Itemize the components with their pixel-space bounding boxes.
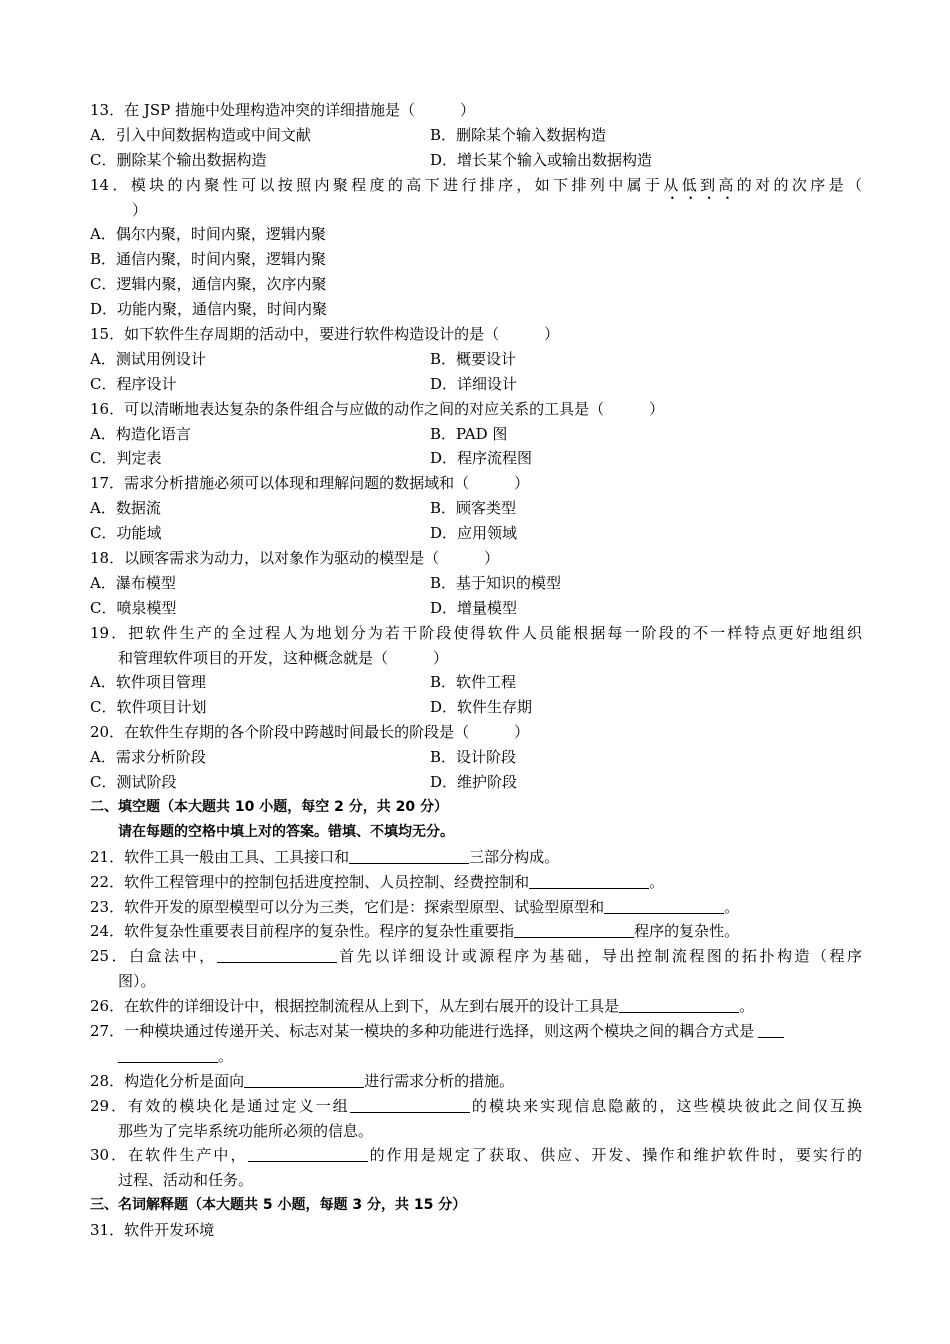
q14-stem-post: 的对的次序是（	[736, 175, 862, 194]
q26-text-post: 。	[739, 997, 755, 1016]
q19-option-a: A．软件项目管理	[90, 673, 206, 692]
q29-answer-blank	[350, 1096, 470, 1113]
q13-option-d: D．增长某个输入或输出数据构造	[430, 150, 653, 169]
question-30	[90, 1143, 862, 1168]
q14-option-c: C．逻辑内聚，通信内聚，次序内聚	[90, 275, 327, 294]
question-19-stem: 19．把软件生产的全过程人为地划分为若干阶段使得软件人员能根据每一阶段的不一样特点更好地组织	[90, 623, 862, 642]
q14-stem-pre: 14．模块的内聚性可以按照内聚程度的高下进行排序，如下排列中属于	[90, 175, 664, 194]
question-20-options-row1	[90, 745, 862, 770]
question-14-stem-continued: ）	[132, 200, 148, 219]
q30-text-post: 的作用是规定了获取、供应、开发、操作和维护软件时，要实行的	[367, 1146, 862, 1165]
q28-answer-blank	[244, 1071, 364, 1088]
question-29-continued: 那些为了完毕系统功能所必须的信息。	[118, 1121, 374, 1140]
question-17-stem: 17．需求分析措施必须可以体现和理解问题的数据域和（ ）	[90, 474, 530, 493]
question-18-stem: 18．以顾客需求为动力，以对象作为驱动的模型是（ ）	[90, 549, 500, 568]
question-18-options-row1	[90, 571, 862, 596]
question-20-stem: 20．在软件生存期的各个阶段中跨越时间最长的阶段是（ ）	[90, 723, 530, 742]
q23-text-pre: 23．软件开发的原型模型可以分为三类，它们是：探索型原型、试验型原型和	[90, 897, 605, 916]
q25-text-pre: 25．白盒法中，	[90, 947, 217, 966]
q13-option-a: A．引入中间数据构造或中间文献	[90, 125, 311, 144]
q27-text-pre: 27．一种模块通过传递开关、标志对某一模块的多种功能进行选择，则这两个模块之间的耦合方式是	[90, 1021, 755, 1040]
q13-option-c: C．删除某个输出数据构造	[90, 150, 267, 169]
section-2-title: 二、填空题（本大题共 10 小题，每空 2 分，共 20 分）	[90, 798, 448, 815]
question-15-stem: 15．如下软件生存周期的活动中，要进行软件构造设计的是（ ）	[90, 325, 560, 344]
q20-option-b: B．设计阶段	[430, 748, 517, 767]
question-27	[90, 1019, 862, 1044]
question-28	[90, 1069, 862, 1094]
question-30-continued: 过程、活动和任务。	[118, 1171, 254, 1190]
q21-text-post: 三部分构成。	[469, 847, 560, 866]
q16-option-c: C．判定表	[90, 449, 162, 468]
q19-option-b: B．软件工程	[430, 673, 517, 692]
q14-option-b: B．通信内聚，时间内聚，逻辑内聚	[90, 250, 327, 269]
question-25-continued: 图）。	[118, 972, 156, 991]
question-15-options-row1	[90, 347, 862, 372]
q28-text-post: 进行需求分析的措施。	[364, 1071, 515, 1090]
q26-text-pre: 26．在软件的详细设计中，根据控制流程从上到下，从左到右展开的设计工具是	[90, 997, 620, 1016]
question-16-options-row2	[90, 446, 862, 471]
q17-option-b: B．顾客类型	[430, 499, 517, 518]
q24-text-post: 程序的复杂性。	[634, 922, 740, 941]
question-27-continued	[90, 1044, 862, 1069]
question-19-options-row2	[90, 695, 862, 720]
question-22	[90, 870, 862, 895]
question-15-options-row2	[90, 372, 862, 397]
q16-option-b: B．PAD 图	[430, 424, 508, 443]
question-25	[90, 944, 862, 969]
q24-text-pre: 24．软件复杂性重要表目前程序的复杂性。程序的复杂性重要指	[90, 922, 515, 941]
q30-text-pre: 30．在软件生产中，	[90, 1146, 248, 1165]
question-26	[90, 994, 862, 1019]
q19-option-d: D．软件生存期	[430, 698, 533, 717]
q27-answer-blank-start	[758, 1021, 784, 1038]
q27-answer-blank-end	[118, 1046, 218, 1063]
q13-option-b: B．删除某个输入数据构造	[430, 125, 607, 144]
q19-option-c: C．软件项目计划	[90, 698, 207, 717]
question-16-options-row1	[90, 422, 862, 447]
q30-answer-blank	[248, 1145, 368, 1162]
question-14-stem	[90, 173, 862, 198]
q15-option-d: D．详细设计	[430, 374, 518, 393]
q18-option-b: B．基于知识的模型	[430, 573, 562, 592]
question-29	[90, 1094, 862, 1119]
section-3-title: 三、名词解释题（本大题共 5 小题，每题 3 分，共 15 分）	[90, 1197, 467, 1214]
q25-answer-blank	[217, 946, 337, 963]
q21-answer-blank	[349, 847, 469, 864]
q21-text-pre: 21．软件工具一般由工具、工具接口和	[90, 847, 350, 866]
q16-option-d: D．程序流程图	[430, 449, 533, 468]
question-24	[90, 919, 862, 944]
q27-text-post: 。	[218, 1046, 234, 1065]
q22-text-pre: 22．软件工程管理中的控制包括进度控制、人员控制、经费控制和	[90, 872, 530, 891]
question-19-stem-continued: 和管理软件项目的开发，这种概念就是（ ）	[118, 648, 449, 667]
question-18-options-row2	[90, 596, 862, 621]
q15-option-c: C．程序设计	[90, 374, 177, 393]
q29-text-pre: 29．有效的模块化是通过定义一组	[90, 1096, 350, 1115]
q25-text-post: 首先以详细设计或源程序为基础，导出控制流程图的拓扑构造（程序	[336, 947, 862, 966]
question-17-options-row1	[90, 496, 862, 521]
question-31: 31．软件开发环境	[90, 1221, 215, 1240]
q22-text-post: 。	[649, 872, 665, 891]
question-20-options-row2	[90, 770, 862, 795]
q24-answer-blank	[514, 921, 634, 938]
q15-option-b: B．概要设计	[430, 349, 517, 368]
q20-option-d: D．维护阶段	[430, 773, 518, 792]
q22-answer-blank	[529, 872, 649, 889]
question-19-options-row1	[90, 670, 862, 695]
q23-text-post: 。	[724, 897, 740, 916]
q14-stem-emphasis: 从低到高	[663, 175, 737, 194]
question-17-options-row2	[90, 521, 862, 546]
q29-text-post: 的模块来实现信息隐蔽的，这些模块彼此之间仅互换	[469, 1096, 862, 1115]
q18-option-d: D．增量模型	[430, 598, 518, 617]
q17-option-a: A．数据流	[90, 499, 161, 518]
q17-option-c: C．功能域	[90, 524, 162, 543]
section-2-instruction: 请在每题的空格中填上对的答案。错填、不填均无分。	[118, 823, 454, 840]
q16-option-a: A．构造化语言	[90, 424, 191, 443]
question-13-stem: 13．在 JSP 措施中处理构造冲突的详细措施是（ ）	[90, 101, 476, 119]
q15-option-a: A．测试用例设计	[90, 349, 206, 368]
q14-option-d: D．功能内聚，通信内聚，时间内聚	[90, 300, 328, 319]
q26-answer-blank	[619, 996, 739, 1013]
question-13-options-row1	[90, 123, 862, 148]
question-21	[90, 845, 862, 870]
question-16-stem: 16．可以清晰地表达复杂的条件组合与应做的动作之间的对应关系的工具是（ ）	[90, 399, 665, 418]
q20-option-c: C．测试阶段	[90, 773, 177, 792]
q18-option-a: A．瀑布模型	[90, 573, 176, 592]
q14-option-a: A．偶尔内聚，时间内聚，逻辑内聚	[90, 225, 326, 244]
q20-option-a: A．需求分析阶段	[90, 748, 206, 767]
q23-answer-blank	[604, 897, 724, 914]
question-13-options-row2	[90, 148, 862, 173]
q28-text-pre: 28．构造化分析是面向	[90, 1071, 245, 1090]
exam-content	[90, 98, 862, 1243]
q17-option-d: D．应用领域	[430, 524, 518, 543]
question-23	[90, 895, 862, 920]
q18-option-c: C．喷泉模型	[90, 598, 177, 617]
